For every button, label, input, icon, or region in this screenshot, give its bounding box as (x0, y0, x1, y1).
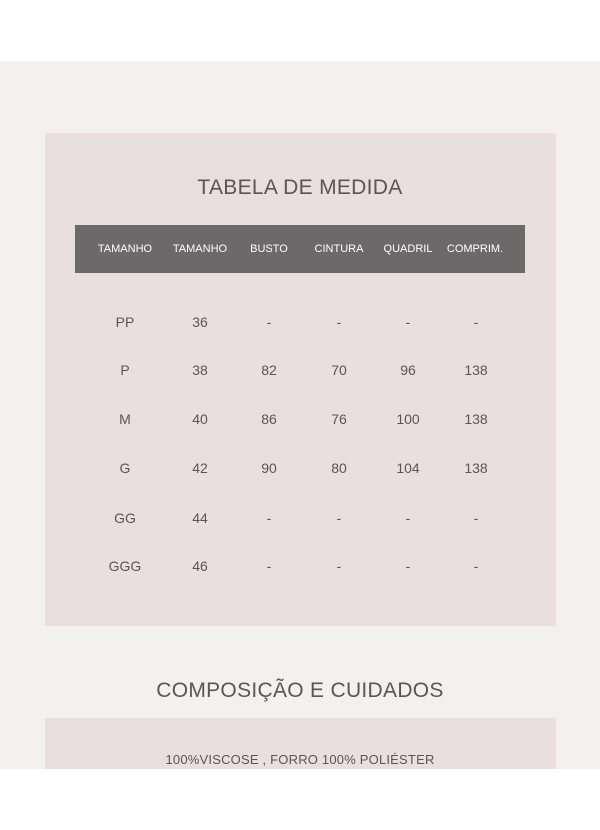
cell-cintura: - (336, 558, 342, 574)
cell-comprimento: 138 (464, 362, 488, 378)
cell-quadril: 96 (400, 362, 416, 378)
cell-cintura: 80 (331, 460, 347, 476)
cell-cintura: 76 (331, 411, 347, 427)
cell-size: P (120, 362, 130, 378)
size-table-header (75, 225, 525, 273)
cell-number: 44 (192, 510, 208, 526)
cell-size: G (119, 460, 131, 476)
composition-title: COMPOSIÇÃO E CUIDADOS (156, 679, 444, 702)
header-comprimento: COMPRIM. (446, 243, 504, 255)
header-tamanho-number: TAMANHO (172, 243, 228, 255)
cell-busto: 82 (261, 362, 277, 378)
cell-size: GG (114, 510, 136, 526)
table-row (0, 456, 600, 480)
cell-comprimento: 138 (464, 460, 488, 476)
cell-number: 40 (192, 411, 208, 427)
cell-busto: - (266, 558, 272, 574)
cell-busto: 90 (261, 460, 277, 476)
cell-number: 36 (192, 314, 208, 330)
cell-cintura: - (336, 314, 342, 330)
table-row (0, 554, 600, 578)
cell-quadril: 104 (396, 460, 420, 476)
header-tamanho-letter: TAMANHO (97, 243, 153, 255)
cell-comprimento: - (473, 510, 479, 526)
cell-number: 46 (192, 558, 208, 574)
cell-cintura: - (336, 510, 342, 526)
composition-text: 100%VISCOSE , FORRO 100% POLIÉSTER (165, 752, 435, 767)
cell-size: GGG (108, 558, 142, 574)
table-row (0, 358, 600, 382)
cell-quadril: - (405, 558, 411, 574)
cell-size: M (119, 411, 131, 427)
cell-quadril: 100 (396, 411, 420, 427)
cell-cintura: 70 (331, 362, 347, 378)
table-row (0, 506, 600, 530)
cell-quadril: - (405, 314, 411, 330)
cell-number: 42 (192, 460, 208, 476)
page-footer-space (0, 769, 600, 830)
table-row (0, 407, 600, 431)
header-busto: BUSTO (250, 243, 288, 255)
cell-comprimento: 138 (464, 411, 488, 427)
header-cintura: CINTURA (314, 243, 364, 255)
cell-busto: - (266, 510, 272, 526)
cell-busto: - (266, 314, 272, 330)
cell-comprimento: - (473, 558, 479, 574)
cell-number: 38 (192, 362, 208, 378)
cell-quadril: - (405, 510, 411, 526)
cell-size: PP (115, 314, 135, 330)
cell-busto: 86 (261, 411, 277, 427)
table-row (0, 310, 600, 334)
size-table-title: TABELA DE MEDIDA (197, 176, 403, 199)
cell-comprimento: - (473, 314, 479, 330)
header-quadril: QUADRIL (383, 243, 433, 255)
